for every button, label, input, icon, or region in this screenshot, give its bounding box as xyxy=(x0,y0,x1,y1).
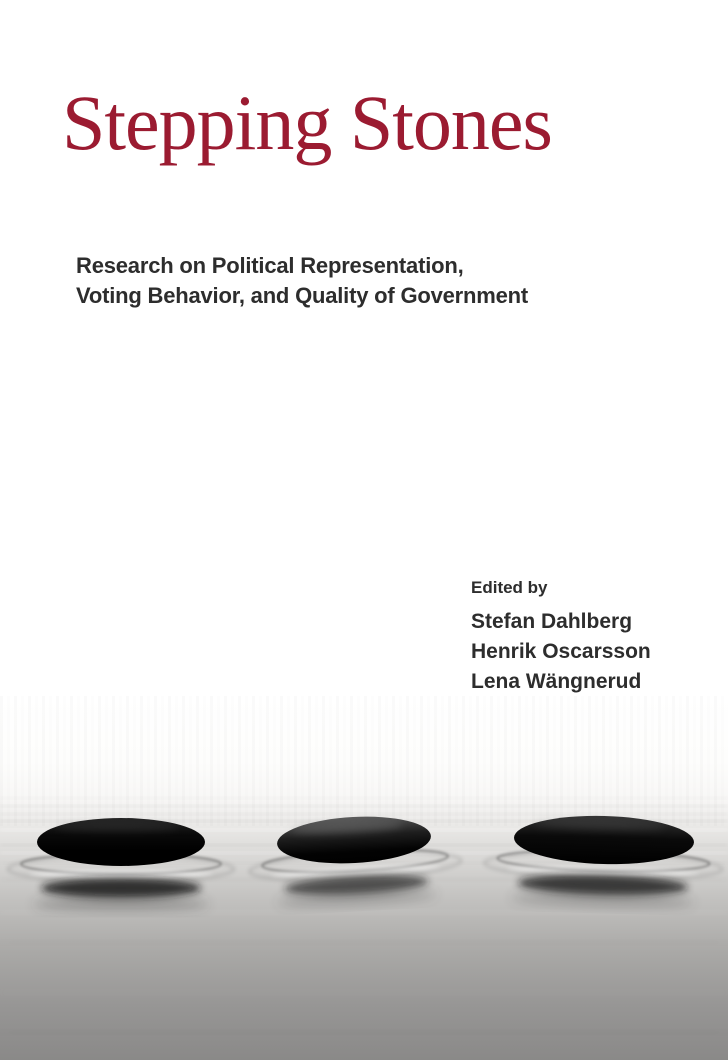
editor-name-1: Stefan Dahlberg xyxy=(471,610,633,633)
zen-stone-middle xyxy=(247,811,463,909)
stone-reflection-faint xyxy=(33,898,209,910)
stone-reflection xyxy=(41,878,201,898)
stone-reflection-faint xyxy=(510,892,694,909)
stone-reflection xyxy=(518,873,688,897)
water-and-stones-graphic xyxy=(0,696,728,1060)
zen-stone-right xyxy=(483,813,723,909)
subtitle-line-1: Research on Political Representation, xyxy=(76,253,464,278)
subtitle-line-2: Voting Behavior, and Quality of Government xyxy=(76,283,529,308)
editor-name-2: Henrik Oscarsson xyxy=(471,640,651,663)
stone-sheen xyxy=(55,822,179,832)
edited-by-label: Edited by xyxy=(471,578,548,597)
lower-water-ripples xyxy=(0,911,728,1034)
water-highlight xyxy=(29,870,213,878)
zen-stones-photo xyxy=(0,696,728,1060)
editor-name-3: Lena Wängnerud xyxy=(471,670,642,693)
book-title: Stepping Stones xyxy=(62,79,552,166)
book-subtitle xyxy=(76,251,528,311)
editors-block xyxy=(471,577,651,697)
